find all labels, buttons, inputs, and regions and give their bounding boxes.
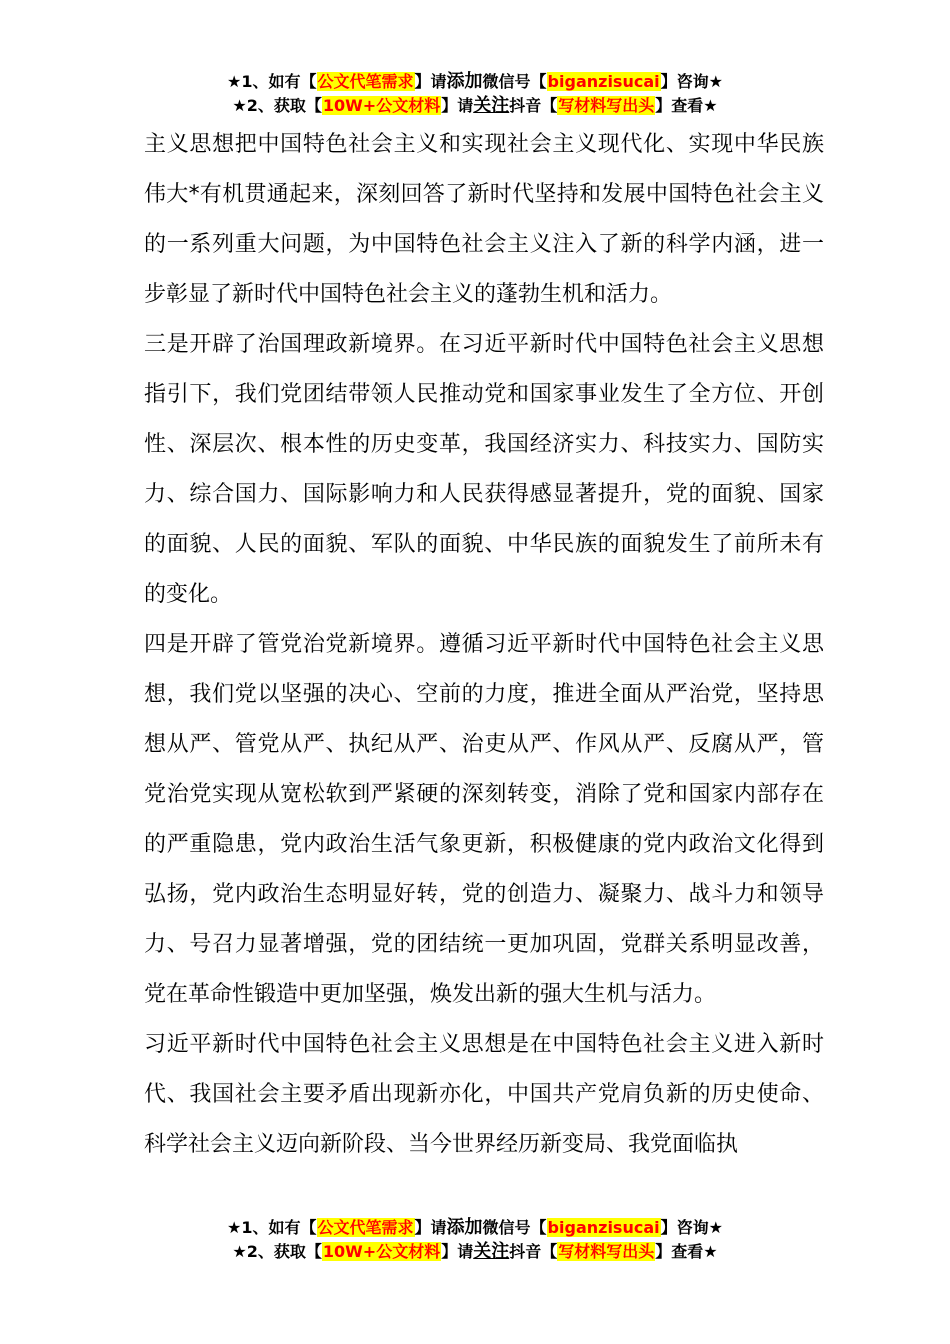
banner-line-1: ★1、如有【公文代笔需求】请添加微信号【biganzisucai】咨询★ xyxy=(227,1217,723,1238)
paragraph: 四是开辟了管党治党新境界。遵循习近平新时代中国特色社会主义思想，我们党以坚强的决心、空前的力度，推进全面从严治党，坚持思想从严、管党从严、执纪从严、治吏从严、作风从严、反腐从严，管党治党实现从宽松软到严紧硬的深刻转变，消除了党和国家内部存在的严重隐患，党内政治生活气象更新，积极健康的党内政治文化得到弘扬，党内政治生态明显好转，党的创造力、凝聚力、战斗力和领导力、号召力显著增强，党的团结统一更加巩固，党群关系明显改善，党在革命性锻造中更加坚强，焕发出新的强大生机与活力。 xyxy=(144,632,824,1007)
highlight-wechat-id: biganzisucai xyxy=(547,72,660,91)
highlight-douyin: 写材料写出头 xyxy=(558,1242,655,1261)
banner-line-2: ★2、获取【10W+公文材料】请关注抖音【写材料写出头】查看★ xyxy=(232,1241,718,1262)
paragraph: 主义思想把中国特色社会主义和实现社会主义现代化、实现中华民族伟大*有机贯通起来，深刻回答了新时代坚持和发展中国特色社会主义的一系列重大问题，为中国特色社会主义注入了新的科学内涵，进一步彰显了新时代中国特色社会主义的蓬勃生机和活力。 xyxy=(144,132,824,307)
highlight-materials: 10W+公文材料 xyxy=(322,96,441,115)
banner-line-1: ★1、如有【公文代笔需求】请添加微信号【biganzisucai】咨询★ xyxy=(227,71,723,92)
paragraph: 习近平新时代中国特色社会主义思想是在中国特色社会主义进入新时代、我国社会主要矛盾出现新亦化，中国共产党肩负新的历史使命、科学社会主义迈向新阶段、当今世界经历新变局、我党面临执 xyxy=(144,1032,824,1157)
paragraph: 三是开辟了治国理政新境界。在习近平新时代中国特色社会主义思想指引下，我们党团结带领人民推动党和国家事业发生了全方位、开创性、深层次、根本性的历史变革，我国经济实力、科技实力、国防实力、综合国力、国际影响力和人民获得感显著提升，党的面貌、国家的面貌、人民的面貌、军队的面貌、中华民族的面貌发生了前所未有的变化。 xyxy=(144,332,824,607)
header-banner xyxy=(0,70,950,118)
highlight-douyin: 写材料写出头 xyxy=(558,96,655,115)
highlight-materials: 10W+公文材料 xyxy=(322,1242,441,1261)
highlight-service: 公文代笔需求 xyxy=(317,1218,414,1237)
footer-banner xyxy=(0,1216,950,1264)
highlight-wechat-id: biganzisucai xyxy=(547,1218,660,1237)
highlight-service: 公文代笔需求 xyxy=(317,72,414,91)
banner-line-2: ★2、获取【10W+公文材料】请关注抖音【写材料写出头】查看★ xyxy=(232,95,718,116)
document-body xyxy=(144,120,824,1170)
